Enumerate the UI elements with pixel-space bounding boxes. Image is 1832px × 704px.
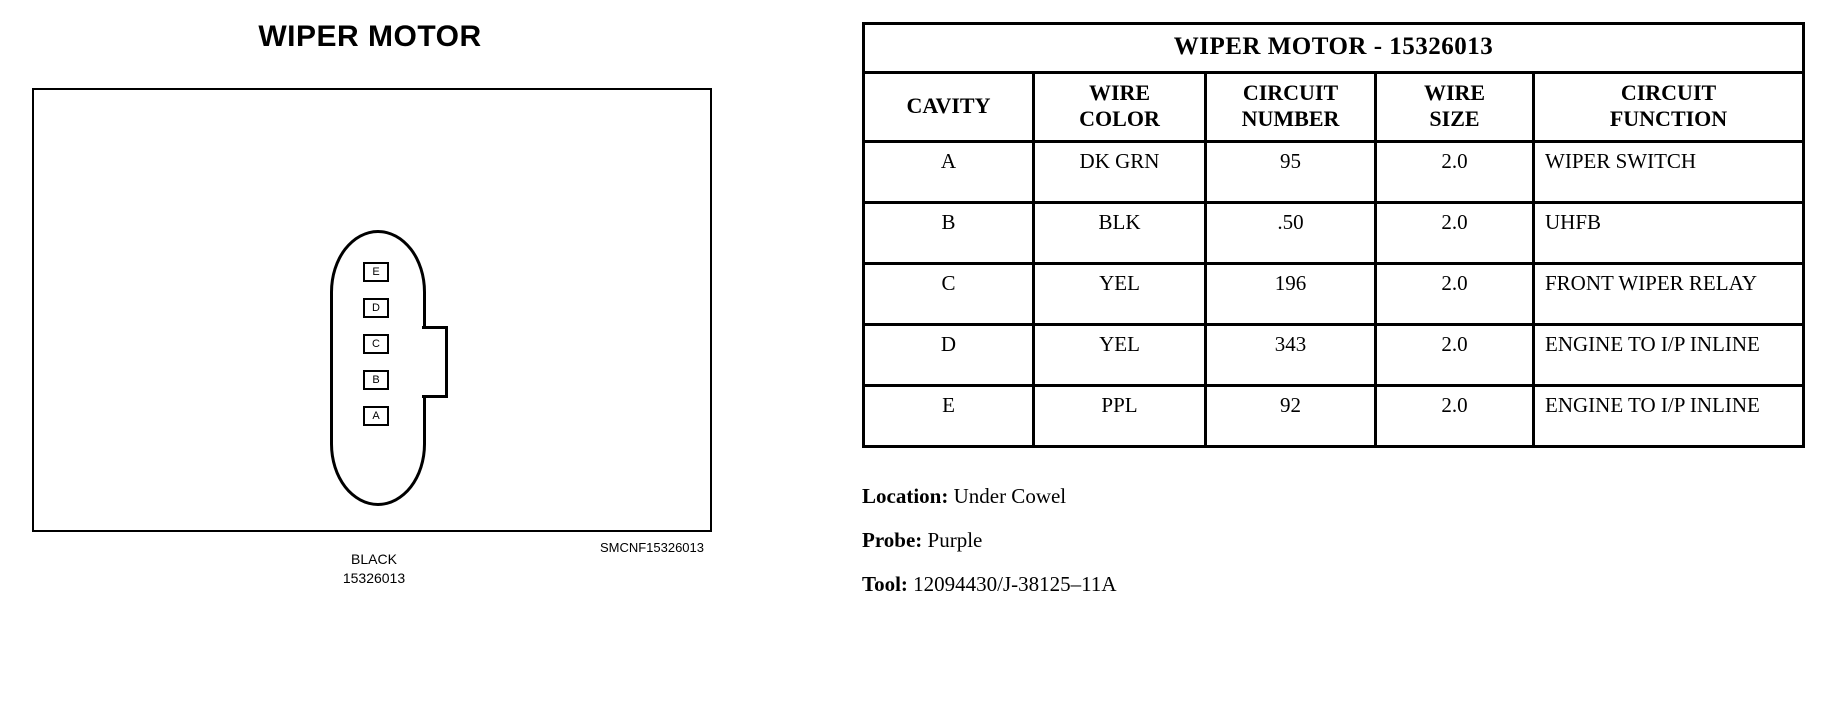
column-header-wire-size-line2: SIZE	[1429, 106, 1480, 131]
cell-circuit-number: 343	[1206, 325, 1376, 386]
cell-circuit-function: UHFB	[1534, 203, 1804, 264]
cell-wire-color: YEL	[1034, 325, 1206, 386]
note-location	[862, 474, 1802, 518]
column-header-circuit-number-line2: NUMBER	[1241, 106, 1340, 131]
note-probe-value: Purple	[927, 528, 983, 552]
connector-part-number: 15326013	[342, 570, 406, 586]
column-header-wire-size	[1376, 73, 1534, 142]
cell-wire-size: 2.0	[1376, 203, 1534, 264]
cell-cavity: A	[864, 142, 1034, 203]
table-header-row	[864, 73, 1804, 142]
cell-circuit-function: WIPER SWITCH	[1534, 142, 1804, 203]
connector-caption	[174, 550, 574, 588]
table-row	[864, 264, 1804, 325]
note-probe-label: Probe:	[862, 528, 923, 552]
connector-illustration-panel	[0, 0, 740, 704]
column-header-circuit-number-line1: CIRCUIT	[1242, 80, 1339, 105]
cell-cavity: B	[864, 203, 1034, 264]
table-row	[864, 142, 1804, 203]
connector-tab-join	[419, 330, 427, 394]
table-row	[864, 386, 1804, 447]
note-tool	[862, 562, 1802, 606]
cell-wire-size: 2.0	[1376, 142, 1534, 203]
connector-outline	[330, 230, 430, 510]
connector-pin-a: A	[363, 406, 389, 426]
column-header-cavity-line1: CAVITY	[906, 93, 991, 118]
pinout-panel	[862, 22, 1802, 606]
column-header-cavity	[864, 73, 1034, 142]
column-header-wire-color	[1034, 73, 1206, 142]
note-location-value: Under Cowel	[953, 484, 1067, 508]
table-row	[864, 203, 1804, 264]
cell-circuit-function: FRONT WIPER RELAY	[1534, 264, 1804, 325]
table-row	[864, 325, 1804, 386]
cell-circuit-function: ENGINE TO I/P INLINE	[1534, 386, 1804, 447]
column-header-circuit-function-line1: CIRCUIT	[1620, 80, 1717, 105]
connector-color-label: BLACK	[351, 551, 397, 567]
column-header-wire-size-line1: WIRE	[1423, 80, 1486, 105]
figure-reference-code: SMCNF15326013	[599, 540, 704, 555]
cell-wire-color: YEL	[1034, 264, 1206, 325]
cell-wire-color: BLK	[1034, 203, 1206, 264]
cell-cavity: D	[864, 325, 1034, 386]
cell-circuit-number: 196	[1206, 264, 1376, 325]
cell-circuit-function: ENGINE TO I/P INLINE	[1534, 325, 1804, 386]
column-header-circuit-function-line2: FUNCTION	[1609, 106, 1728, 131]
note-probe	[862, 518, 1802, 562]
cell-wire-size: 2.0	[1376, 325, 1534, 386]
table-title: WIPER MOTOR - 15326013	[864, 24, 1804, 73]
notes-section	[862, 474, 1802, 606]
note-location-label: Location:	[862, 484, 949, 508]
cell-wire-size: 2.0	[1376, 386, 1534, 447]
cell-wire-color: DK GRN	[1034, 142, 1206, 203]
table-title-row	[864, 24, 1804, 73]
connector-pin-d: D	[363, 298, 389, 318]
note-tool-label: Tool:	[862, 572, 908, 596]
connector-pin-c: C	[363, 334, 389, 354]
note-tool-value: 12094430/J-38125–11A	[913, 572, 1117, 596]
cell-circuit-number: 92	[1206, 386, 1376, 447]
column-header-circuit-function	[1534, 73, 1804, 142]
cell-wire-color: PPL	[1034, 386, 1206, 447]
pinout-table	[862, 22, 1805, 448]
connector-pin-e: E	[363, 262, 389, 282]
column-header-circuit-number	[1206, 73, 1376, 142]
cell-wire-size: 2.0	[1376, 264, 1534, 325]
cell-circuit-number: .50	[1206, 203, 1376, 264]
cell-cavity: C	[864, 264, 1034, 325]
connector-pin-b: B	[363, 370, 389, 390]
page-title: WIPER MOTOR	[258, 20, 482, 53]
cell-cavity: E	[864, 386, 1034, 447]
column-header-wire-color-line1: WIRE	[1088, 80, 1151, 105]
column-header-wire-color-line2: COLOR	[1079, 106, 1160, 131]
cell-circuit-number: 95	[1206, 142, 1376, 203]
